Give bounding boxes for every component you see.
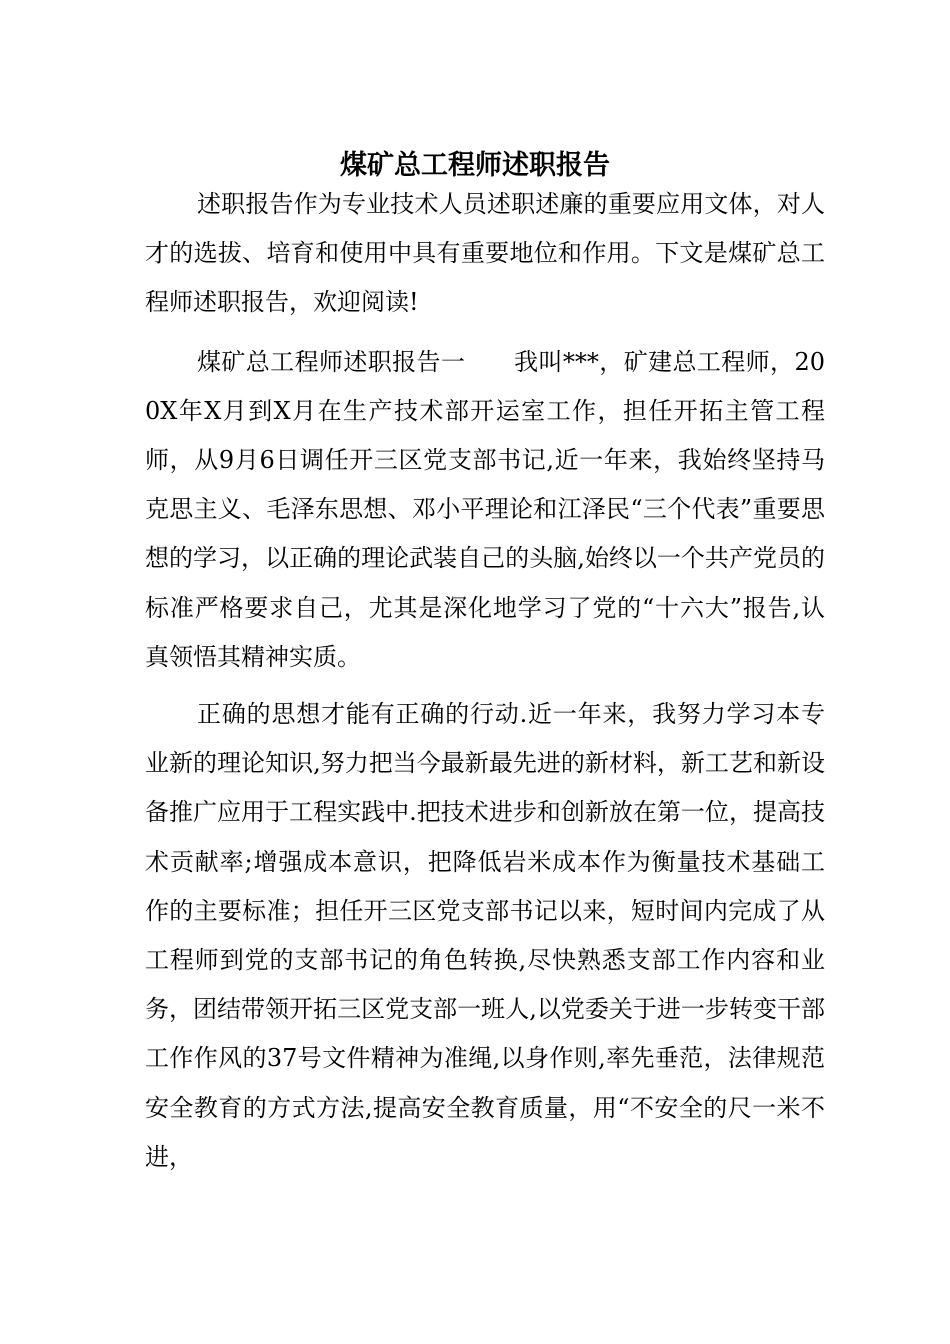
document-body [145,180,825,1182]
paragraph-thought-action: 正确的思想才能有正确的行动.近一年来，我努力学习本专业新的理论知识,努力把当今最新最先进的新材料，新工艺和新设备推广应用于工程实践中.把技术进步和创新放在第一位，提高技术贡献率;增强成本意识，把降低岩米成本作为衡量技术基础工作的主要标准；担任开三区党支部书记以来，短时间内完成了从工程师到党的支部书记的角色转换,尽快熟悉支部工作内容和业务，团结带领开拓三区党支部一班人,以党委关于进一步转变干部工作作风的37号文件精神为准绳,以身作则,率先垂范，法律规范安全教育的方式方法,提高安全教育质量，用“不安全的尺一米不进， [145,700,825,1171]
paragraph-intro: 述职报告作为专业技术人员述职述廉的重要应用文体，对人才的选拔、培育和使用中具有重要地位和作用。下文是煤矿总工程师述职报告，欢迎阅读! [145,190,825,317]
document-title: 煤矿总工程师述职报告 [340,150,610,182]
paragraph-report-one: 煤矿总工程师述职报告一 我叫***，矿建总工程师，200X年X月到X月在生产技术部开运室工作，担任开拓主管工程师，从9月6日调任开三区党支部书记,近一年来，我始终坚持马克思主义、毛泽东思想、邓小平理论和江泽民“三个代表”重要思想的学习，以正确的理论武装自己的头脑,始终以一个共产党员的标准严格要求自己，尤其是深化地学习了党的“十六大”报告,认真领悟其精神实质。 [145,347,825,671]
